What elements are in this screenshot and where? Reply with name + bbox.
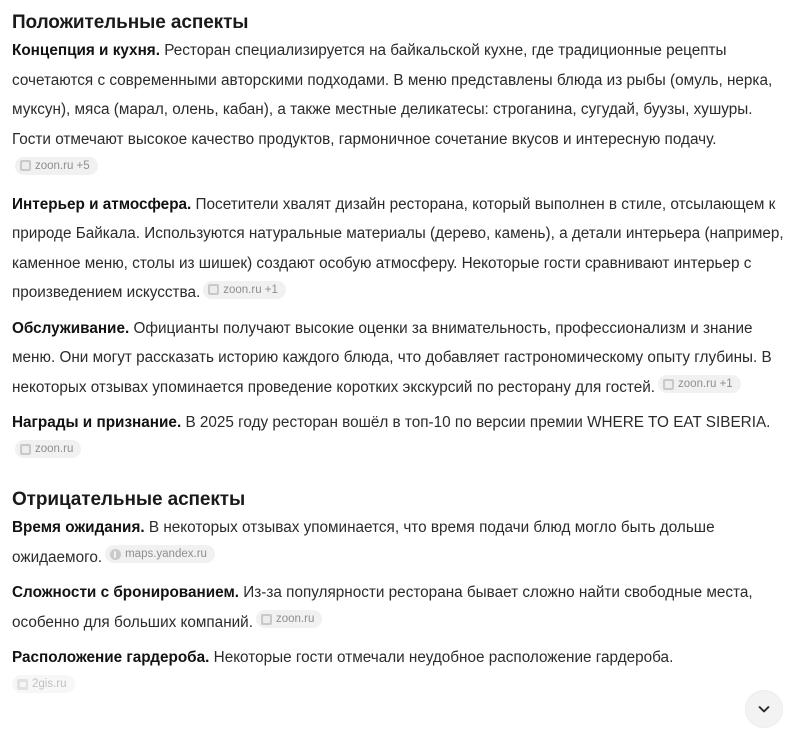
paragraph-booking-difficulty: [12, 578, 785, 637]
citation-label: zoon.ru +1: [223, 283, 278, 296]
paragraph-service: [12, 314, 785, 403]
paragraph-body: Некоторые гости отмечали неудобное расположение гардероба.: [209, 649, 674, 666]
paragraph-lead: Время ожидания.: [12, 519, 145, 536]
citation-chip[interactable]: [203, 281, 286, 299]
paragraph-lead: Расположение гардероба.: [12, 649, 210, 666]
zoon-favicon-icon: [261, 614, 272, 625]
paragraph-body: В некоторых отзывах упоминается, что время подачи блюд могло быть дольше ожидаемого.: [12, 519, 715, 566]
paragraph-awards-and-recognition: [12, 408, 785, 467]
paragraph-lead: Концепция и кухня.: [12, 42, 160, 59]
chevron-down-icon: [756, 701, 772, 717]
paragraph-lead: Интерьер и атмосфера.: [12, 195, 192, 213]
yandex-maps-favicon-icon: [110, 549, 121, 560]
paragraph-wait-time: [12, 513, 785, 572]
citation-label: maps.yandex.ru: [125, 548, 207, 560]
citation-line: [12, 673, 785, 703]
paragraph-body: Из-за популярности ресторана бывает сложно найти свободные места, особенно для больших компаний.: [12, 584, 753, 631]
paragraph-concept-and-cuisine: [12, 36, 785, 184]
zoon-favicon-icon: [663, 379, 674, 390]
citation-label: zoon.ru +5: [35, 159, 90, 172]
paragraph-lead: Награды и признание.: [12, 414, 182, 431]
section-title-negative: Отрицательные аспекты: [12, 489, 246, 510]
paragraph-body: В 2025 году ресторан вошёл в топ-10 по версии премии WHERE TO EAT SIBERIA.: [181, 414, 771, 431]
citation-chip[interactable]: [658, 375, 741, 393]
paragraph-cloakroom-location: [12, 643, 785, 673]
section-title-positive: Положительные аспекты: [12, 12, 249, 33]
citation-chip[interactable]: [256, 610, 322, 628]
zoon-favicon-icon: [208, 284, 219, 295]
scroll-down-button[interactable]: [745, 690, 783, 728]
citation-chip[interactable]: [105, 545, 215, 563]
section-positive-aspects: [12, 0, 785, 467]
citation-label: zoon.ru: [275, 613, 315, 625]
paragraph-lead: Сложности с бронированием.: [12, 584, 240, 601]
zoon-favicon-icon: [20, 160, 31, 171]
citation-label: zoon.ru: [35, 443, 74, 455]
citation-label: zoon.ru +1: [678, 378, 733, 390]
citation-chip[interactable]: [15, 440, 81, 458]
section-negative-aspects: [12, 467, 785, 702]
2gis-favicon-icon: [17, 679, 28, 690]
paragraph-body: Официанты получают высокие оценки за внимательность, профессионализм и знание меню. Они могут рассказать историю каждого блюда, что добавляет гастрономическому опыту глубины. В некоторых отзывах упоминается проведение коротких экскурсий по ресторану для гостей.: [12, 319, 772, 396]
paragraph-interior-and-atmosphere: [12, 190, 785, 308]
paragraph-body: Посетители хвалят дизайн ресторана, который выполнен в стиле, отсылающем к природе Байкала. Используются натуральные материалы (дерево, камень), а детали интерьера (например, каменное меню, столы из шишек) создают особую атмосферу. Некоторые гости сравнивают интерьер с произведением искусства.: [12, 195, 784, 301]
citation-label: 2gis.ru: [32, 678, 67, 690]
paragraph-body: Ресторан специализируется на байкальской кухне, где традиционные рецепты сочетаются с современными авторскими подходами. В меню представлены блюда из рыбы (омуль, нерка, муксун), мяса (марал, олень, кабан), а также местные деликатесы: строганина, сугудай, буузы, хушуры. Гости отмечают высокое качество продуктов, гармоничное сочетание вкусов и интересную подачу.: [12, 42, 773, 148]
zoon-favicon-icon: [20, 444, 31, 455]
next-card-peek: [28, 737, 769, 743]
paragraph-lead: Обслуживание.: [12, 319, 130, 337]
citation-chip[interactable]: [15, 157, 98, 175]
citation-chip[interactable]: [12, 675, 75, 693]
